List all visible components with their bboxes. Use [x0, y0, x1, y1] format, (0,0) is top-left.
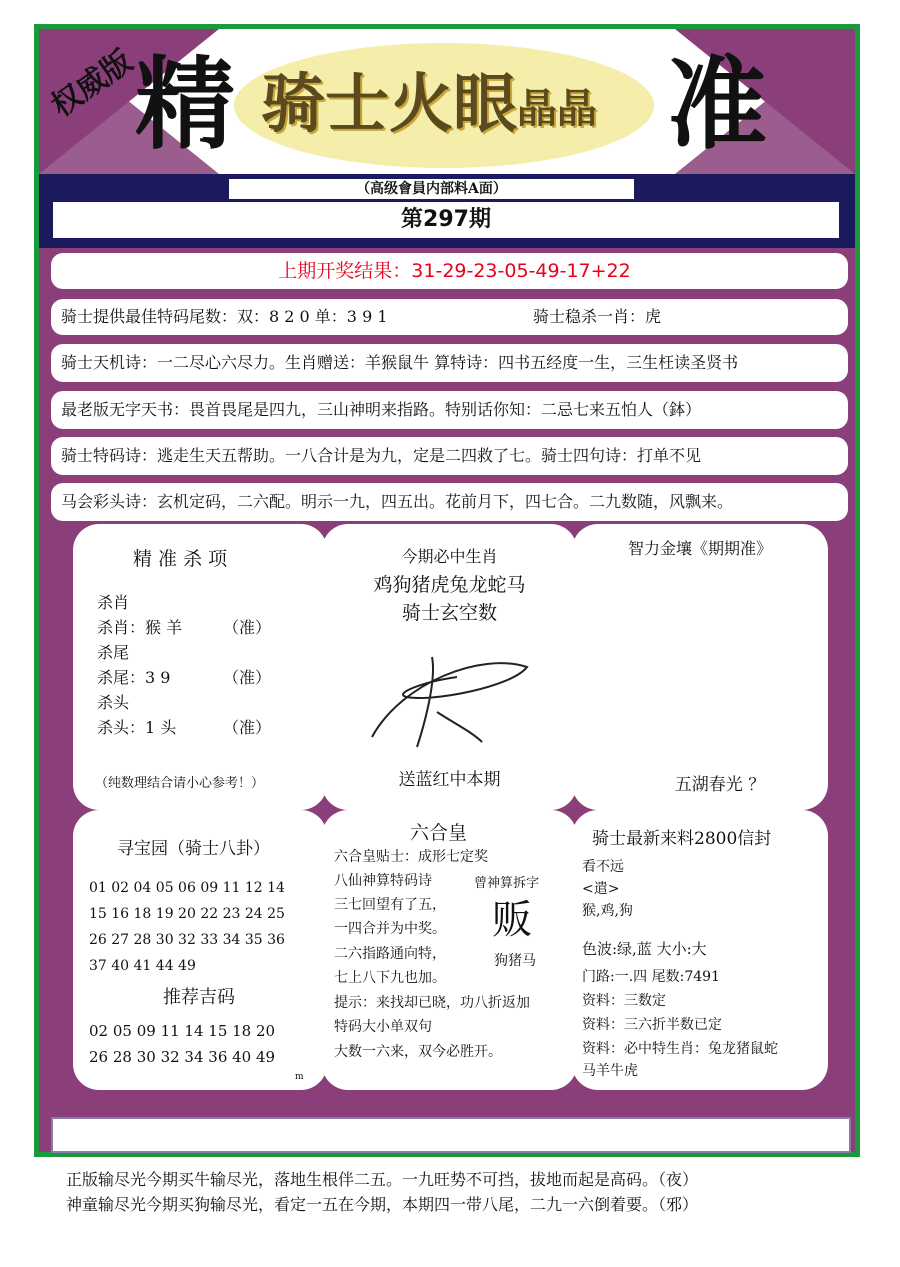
news-line-9: 马羊牛虎 [582, 1063, 638, 1079]
treasure-rec-2: 26 28 30 32 34 36 40 49 [89, 1048, 276, 1066]
news-line-6: 资料：三数定 [582, 993, 666, 1009]
bottom-bar [51, 1117, 851, 1153]
last-result-row [51, 253, 848, 289]
treasure-title: 寻宝园（骑士八卦） [117, 839, 270, 859]
treasure-nums-1: 01 02 04 05 06 09 11 12 14 [89, 880, 285, 896]
news-line-3: 猴,鸡,狗 [582, 903, 633, 919]
news-line-1: 看不远 [582, 859, 624, 875]
news-title: 骑士最新来料2800信封 [592, 829, 772, 849]
treasure-box [73, 810, 327, 1090]
liuhe-line-3: 三七回望有了五， [334, 897, 446, 913]
kill-mark-2: （准） [223, 668, 272, 687]
zodiac-box [322, 524, 577, 810]
stamp-label: 权威版 [45, 43, 139, 125]
issue-number: 第297期 [53, 202, 839, 238]
wisdom-bottom: 五湖春光 ？ [674, 775, 766, 795]
row-poem-2 [51, 391, 848, 429]
zodiac-line-1: 今期必中生肖 [401, 547, 498, 566]
kill-zodiac: 骑士稳杀一肖：虎 [533, 307, 662, 326]
poem-3-text: 骑士特码诗：逃走生天五帮助。一八合计是为九，定是二四救了七。骑士四句诗：打单不见 [61, 446, 702, 465]
tail-numbers: 骑士提供最佳特码尾数：双：8 2 0 单：3 9 1 [61, 307, 388, 326]
row-poem-1 [51, 344, 848, 382]
subtitle: （高级會員内部料A面） [229, 179, 634, 199]
poem-1-text: 骑士天机诗：一二尽心六尽力。生肖赠送：羊猴鼠牛 算特诗：四书五经度一生，三生枉读圣贤书 [61, 353, 739, 372]
liuhe-box [322, 810, 577, 1090]
title-main: 骑士火眼 [261, 67, 517, 142]
kill-note: （纯数理结合请小心参考！） [95, 776, 265, 791]
kill-mark-3: （准） [223, 718, 272, 737]
wisdom-box [572, 524, 828, 810]
treasure-nums-3: 26 27 28 30 32 33 34 35 36 [89, 932, 285, 948]
zodiac-line-2: 鸡狗猪虎兔龙蛇马 [373, 574, 526, 596]
treasure-recommend-title: 推荐吉码 [163, 987, 235, 1008]
treasure-tiny-mark: m [295, 1072, 304, 1082]
news-line-7: 资料：三六折半数已定 [582, 1017, 722, 1033]
liuhe-line-9: 大数一六来，双今必胜开。 [334, 1044, 502, 1060]
wisdom-title: 智力金壤《期期准》 [627, 539, 772, 558]
liuhe-line-7: 提示：来找却已晓，功八折返加 [334, 995, 530, 1011]
kill-items-box [73, 524, 327, 810]
news-line-2: <遣> [582, 881, 620, 897]
kill-box-title: 精 准 杀 项 [133, 548, 228, 570]
issue-band [39, 174, 855, 248]
liuhe-line-8: 特码大小单双句 [334, 1019, 432, 1035]
row-tail-numbers [51, 299, 848, 335]
treasure-nums-4: 37 40 41 44 49 [89, 958, 196, 974]
poem-2-text: 最老版无字天书：畏首畏尾是四九，三山神明来指路。特别话你知：二忌七来五怕人（鉢） [61, 400, 702, 419]
kill-line-6: 杀头：1 头 [97, 718, 177, 737]
footer-line-2: 神童输尽光今期买狗输尽光，看定一五在今期，本期四一带八尾，二九一六倒着要。（邪） [66, 1195, 699, 1214]
char-right: 准 [667, 45, 767, 163]
kill-line-1: 杀肖 [97, 593, 130, 612]
treasure-rec-1: 02 05 09 11 14 15 18 20 [89, 1022, 276, 1040]
news-line-5: 门路:一.四 尾数:7491 [582, 969, 720, 985]
news-line-8: 资料：必中特生肖：兔龙猪鼠蛇 [582, 1041, 778, 1057]
kill-line-5: 杀头 [97, 693, 130, 712]
kill-line-3: 杀尾 [97, 643, 130, 662]
news-line-4: 色波:绿,蓝 大小:大 [582, 940, 707, 958]
row-poem-4 [51, 483, 848, 521]
kill-line-4: 杀尾：3 9 [97, 668, 171, 687]
liuhe-line-6: 七上八下九也加。 [334, 970, 446, 986]
liuhe-line-2: 八仙神算特码诗 [334, 873, 432, 889]
liuhe-title: 六合皇 [410, 822, 468, 844]
title-small: 晶晶 [517, 85, 597, 132]
liuhe-side-title: 曾神算拆字 [474, 876, 540, 891]
char-left: 精 [135, 45, 235, 163]
footer-line-1: 正版输尽光今期买牛输尽光，落地生根伴二五。一九旺势不可挡，拔地而起是高码。（夜） [66, 1170, 699, 1189]
last-result-label: 上期开奖结果： [278, 260, 412, 282]
liuhe-line-4: 一四合并为中奖。 [334, 921, 446, 937]
kill-mark-1: （准） [223, 618, 272, 637]
liuhe-line-1: 六合皇贴士：成形七定奖 [334, 849, 488, 865]
liuhe-side-bottom: 狗猪马 [494, 953, 536, 969]
zodiac-line-3: 骑士玄空数 [401, 602, 497, 624]
signature-scribble [362, 642, 537, 752]
row-poem-3 [51, 437, 848, 475]
zodiac-bottom: 送蓝红中本期 [398, 770, 501, 790]
kill-line-2: 杀肖：猴 羊 [97, 618, 183, 637]
news-box [572, 810, 828, 1090]
liuhe-side-char: 贩 [492, 897, 532, 943]
liuhe-line-5: 二六指路通向特， [334, 946, 446, 962]
treasure-nums-2: 15 16 18 19 20 22 23 24 25 [89, 906, 285, 922]
poem-4-text: 马会彩头诗：玄机定码，二六配。明示一九，四五出。花前月下，四七合。二九数随，风飘来。 [61, 492, 734, 511]
last-result-numbers: 31-29-23-05-49-17+22 [411, 260, 631, 282]
poster-frame [34, 24, 860, 1157]
header [39, 29, 855, 174]
